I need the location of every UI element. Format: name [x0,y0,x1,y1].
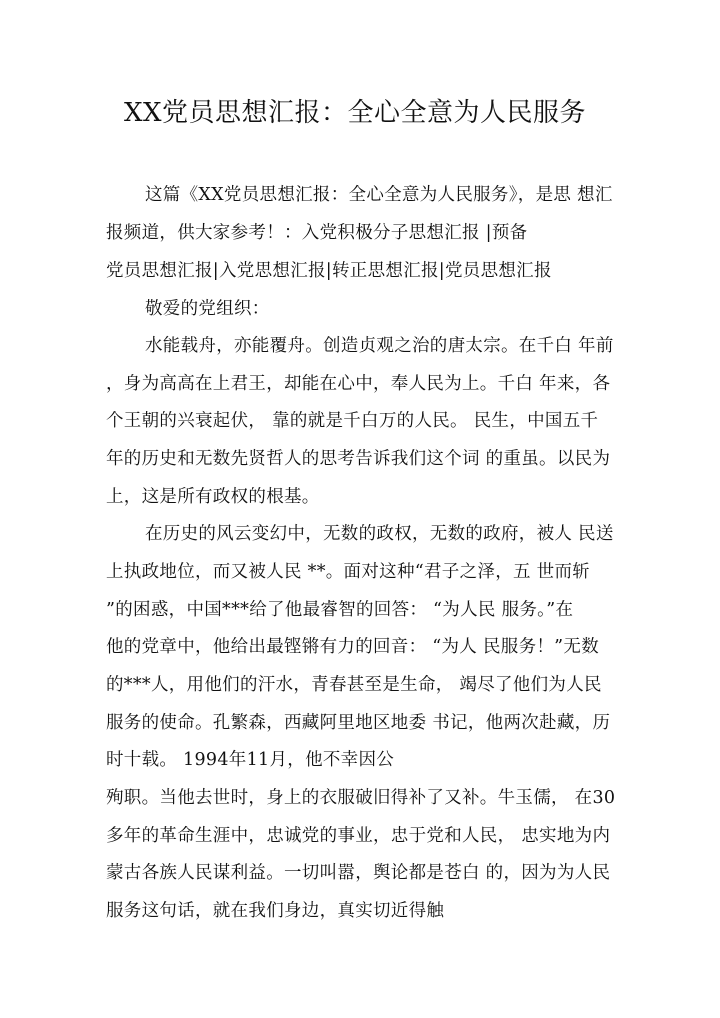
paragraph-line: 这篇《XX党员思想汇报：全心全意为人民服务》，是思 想汇 [145,185,613,205]
paragraph-line: 在历史的风云变幻中，无数的政权，无数的政府，被人 民送 [145,524,614,544]
paragraph-line: 服务的使命。孔繁森，西藏阿里地区地委 书记，他两次赴藏，历 [106,713,611,733]
salutation: 敬爱的党组织： [145,299,270,319]
paragraph-line: 时十载。 1994年11月，他不幸因公 [106,750,395,770]
paragraph-line: 蒙古各族人民谋利益。一切叫嚣，舆论都是苍白 的，因为为人民 [106,863,611,883]
paragraph-line: 殉职。当他去世时，身上的衣服破旧得补了又补。牛玉儒， 在30 [106,788,616,808]
paragraph-line: 党员思想汇报|入党思想汇报|转正思想汇报|党员思想汇报 [106,261,552,281]
paragraph-line: 服务这句话，就在我们身边，真实切近得触 [106,901,445,921]
paragraph-line: 他的党章中，他给出最铿锵有力的回音： “为人 民服务！”无数 [106,637,600,657]
paragraph-line: 上，这是所有政权的根基。 [106,487,320,507]
paragraph-line: 报频道，供大家参考！：入党积极分子思想汇报 |预备 [106,223,528,243]
paragraph-line: ”的困惑，中国***给了他最睿智的回答： “为人民 服务。”在 [106,600,574,620]
paragraph-line: ，身为高高在上君王，却能在心中，奉人民为上。千白 年来，各 [106,374,611,394]
document-title: XX党员思想汇报：全心全意为人民服务 [124,98,587,128]
paragraph-line: 多年的革命生涯中，忠诚党的事业，忠于党和人民， 忠实地为内 [106,826,611,846]
paragraph-line: 年的历史和无数先贤哲人的思考告诉我们这个词 的重虽。以民为 [106,449,611,469]
paragraph-line: 上执政地位，而又被人民 **。面对这种“君子之泽，五 世而斩 [106,562,591,582]
paragraph-line: 个王朝的兴衰起伏， 靠的就是千白万的人民。 民生，中国五千 [106,411,599,431]
paragraph-line: 的***人，用他们的汗水，青春甚至是生命， 竭尽了他们为人民 [106,675,602,695]
paragraph-line: 水能载舟，亦能覆舟。创造贞观之治的唐太宗。在千白 年前 [145,336,614,356]
